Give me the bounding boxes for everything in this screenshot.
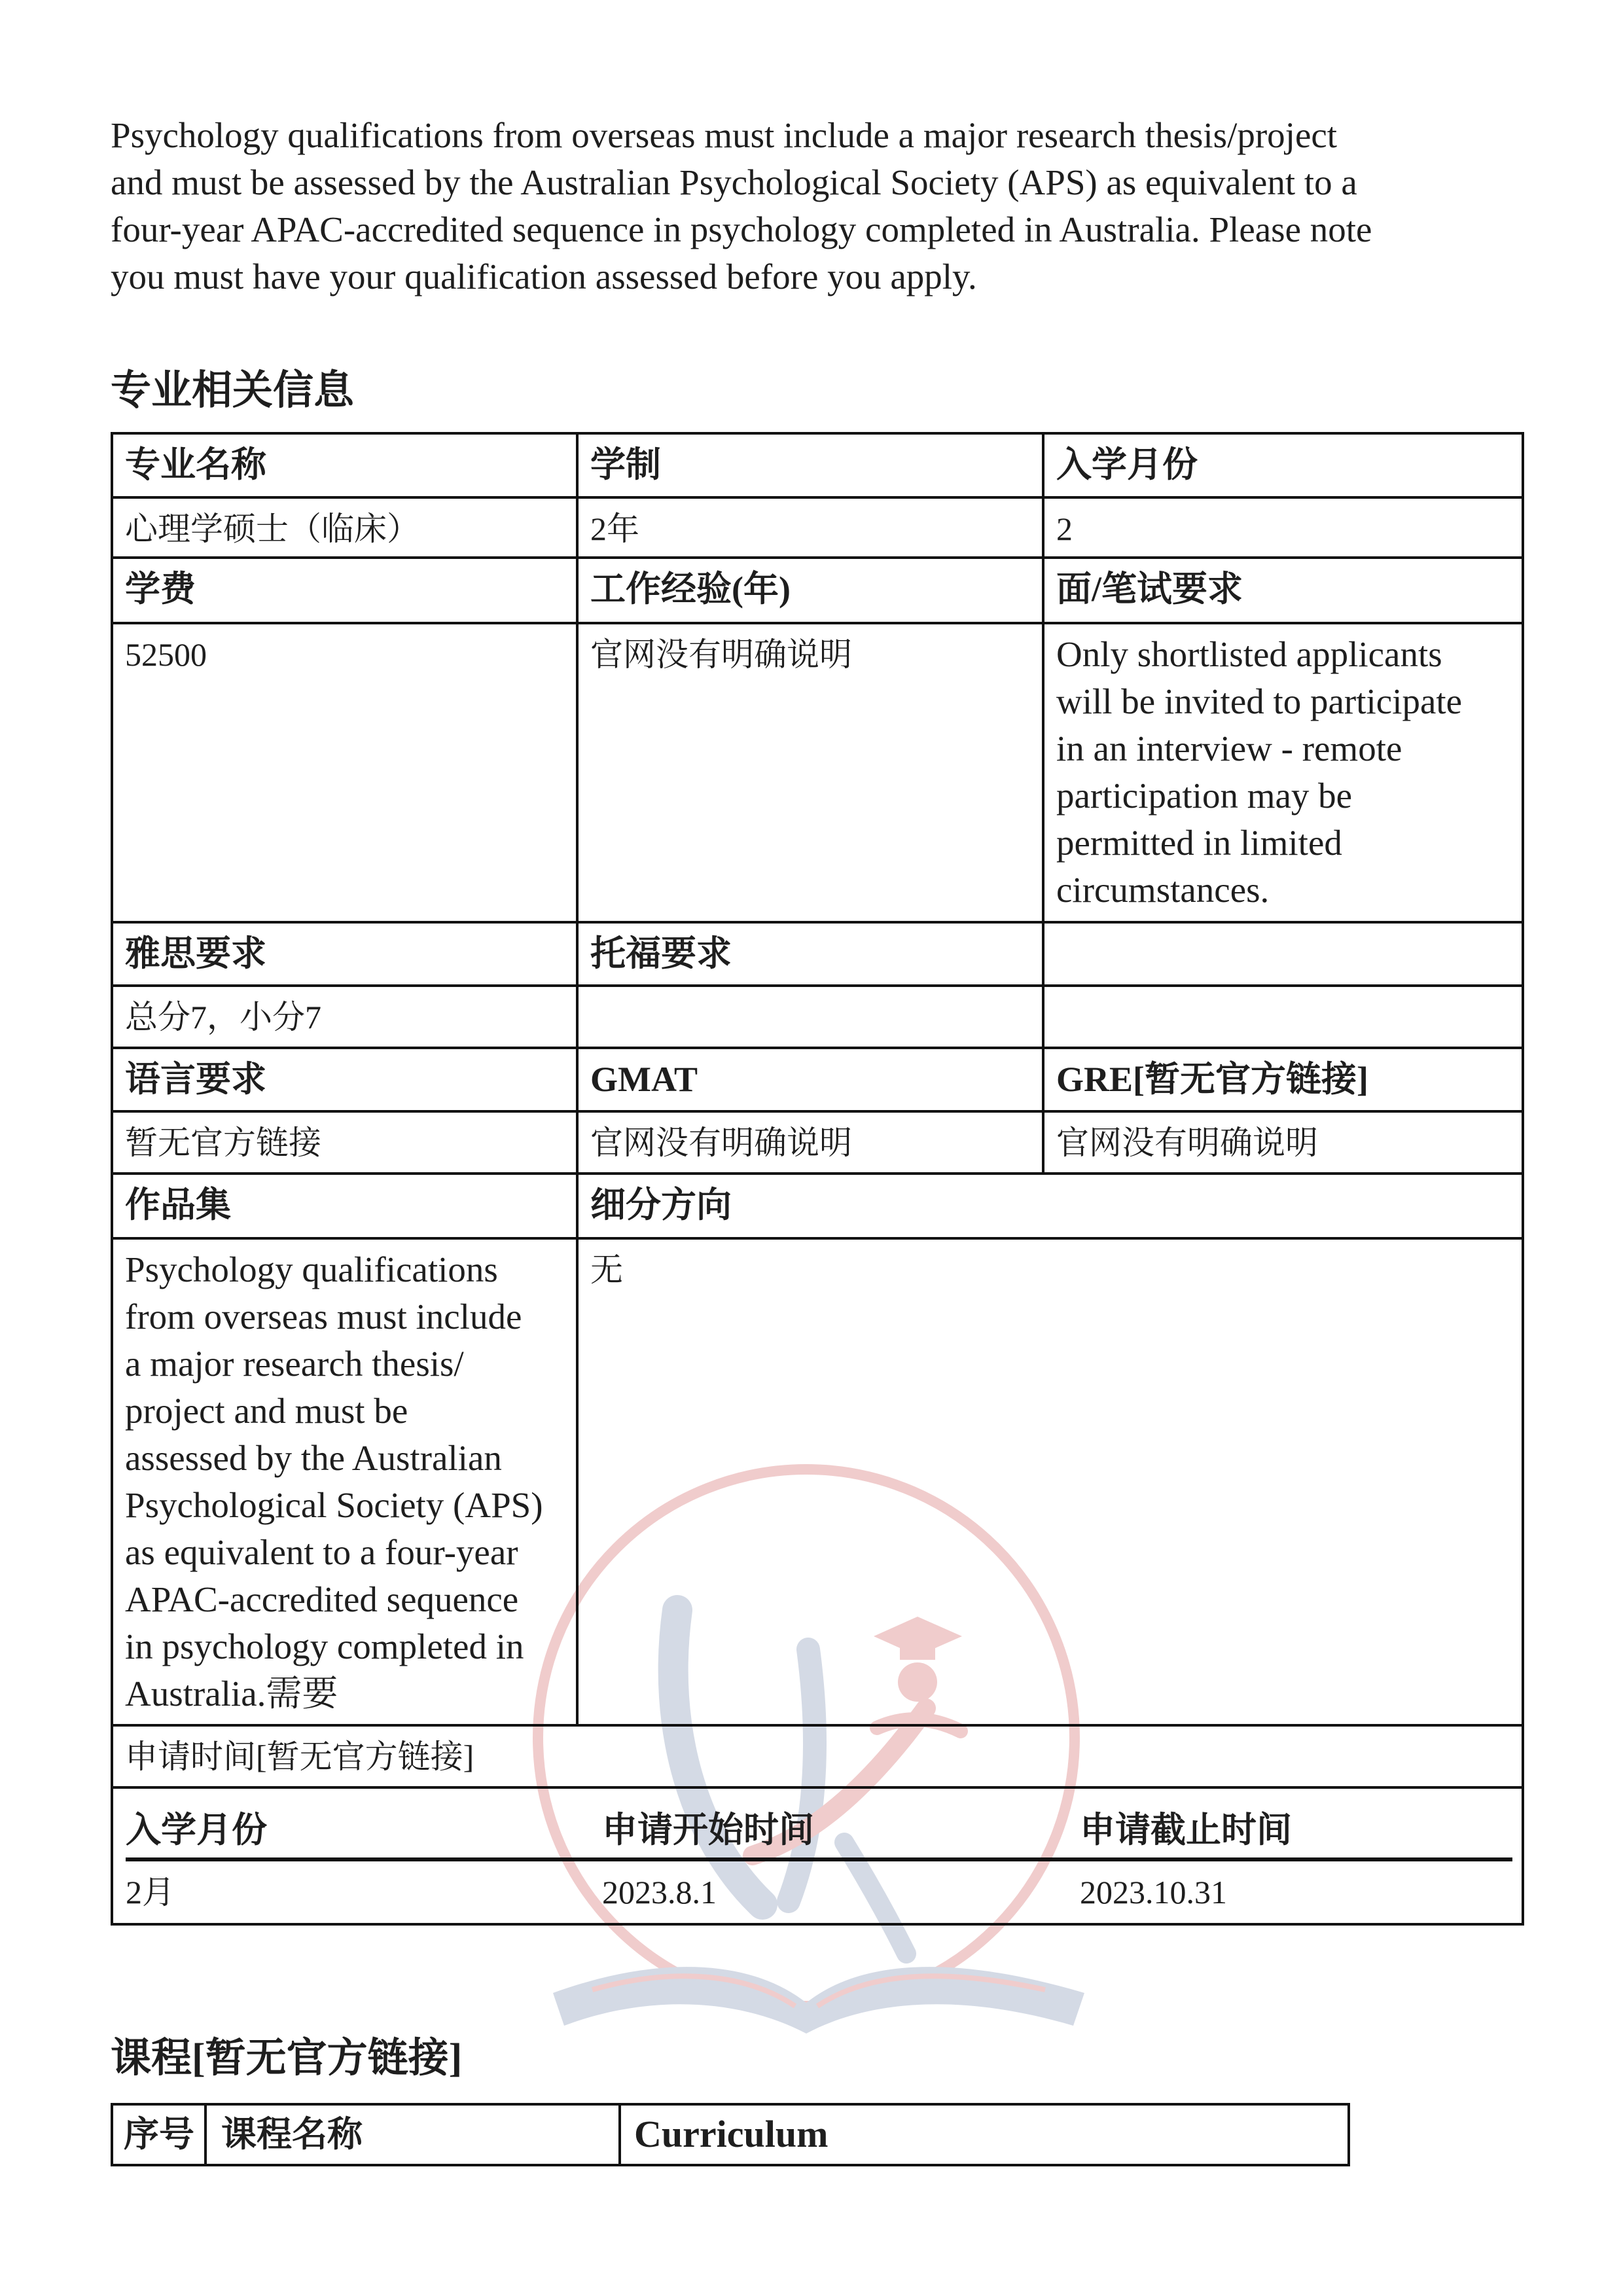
portfolio-line: a major research thesis/ [125, 1344, 464, 1384]
work-experience-label: 工作经验(年) [579, 559, 1044, 624]
ielts-label: 雅思要求 [113, 924, 579, 987]
portfolio-line: Psychological Society (APS) [125, 1485, 543, 1525]
schedule-header-deadline: 申请截止时间 [1080, 1806, 1512, 1861]
course-header-name: 课程名称 [207, 2106, 621, 2164]
major-name-label: 专业名称 [113, 435, 579, 499]
interview-value [1044, 624, 1524, 924]
duration-label: 学制 [579, 435, 1044, 499]
intake-month-label: 入学月份 [1044, 435, 1524, 499]
gmat-label: GMAT [579, 1049, 1044, 1113]
interview-line: permitted in limited [1056, 823, 1342, 863]
portfolio-line: as equivalent to a four-year [125, 1532, 518, 1572]
interview-label: 面/笔试要求 [1044, 559, 1524, 624]
schedule-open-date: 2023.8.1 [602, 1874, 717, 1910]
language-label: 语言要求 [113, 1049, 579, 1113]
portfolio-line: project and must be [125, 1391, 408, 1431]
program-info-title: 专业相关信息 [111, 368, 355, 413]
portfolio-line: Australia.需要 [125, 1674, 338, 1713]
intake-month-value: 2 [1044, 499, 1524, 559]
schedule-header-intake-month: 入学月份 [126, 1806, 602, 1861]
empty-cell [1044, 924, 1524, 987]
portfolio-label: 作品集 [113, 1175, 579, 1240]
schedule-intake-month: 2月 [126, 1874, 175, 1910]
portfolio-line: assessed by the Australian [125, 1438, 502, 1478]
portfolio-line: from overseas must include [125, 1297, 522, 1336]
tuition-label: 学费 [113, 559, 579, 624]
interview-line: in an interview - remote [1056, 728, 1402, 768]
course-header-curriculum: Curriculum [634, 2113, 829, 2155]
application-schedule-table [126, 1806, 1512, 1916]
program-info-table [111, 432, 1524, 1926]
ielts-value: 总分7，小分7 [113, 987, 579, 1049]
toefl-label: 托福要求 [579, 924, 1044, 987]
gre-label: GRE[暂无官方链接] [1044, 1049, 1524, 1113]
courses-title: 课程[暂无官方链接] [111, 2036, 463, 2081]
gre-value: 官网没有明确说明 [1044, 1113, 1524, 1175]
portfolio-line: APAC-accredited sequence [125, 1579, 519, 1619]
specialization-value: 无 [579, 1240, 1524, 1727]
book-right-page-line [817, 1976, 1045, 2006]
tuition-value: 52500 [113, 624, 579, 924]
interview-line: will be invited to participate [1056, 681, 1463, 721]
empty-cell [579, 987, 1044, 1049]
intro-line: and must be assessed by the Australian Psychological Society (APS) as equivalent to a [111, 162, 1357, 202]
interview-line: circumstances. [1056, 870, 1270, 910]
language-value: 暂无官方链接 [113, 1113, 579, 1175]
application-time-label: 申请时间[暂无官方链接] [113, 1727, 1524, 1789]
empty-cell [1044, 987, 1524, 1049]
open-book-icon [553, 1967, 1084, 2034]
duration-value: 2年 [579, 499, 1044, 559]
interview-line: Only shortlisted applicants [1056, 634, 1442, 674]
gmat-value: 官网没有明确说明 [579, 1113, 1044, 1175]
intro-line: four-year APAC-accredited sequence in psychology completed in Australia. Please note [111, 209, 1372, 249]
portfolio-value [113, 1240, 579, 1727]
intro-line: Psychology qualifications from overseas must include a major research thesis/project [111, 115, 1338, 155]
intro-line: you must have your qualification assessed before you apply. [111, 257, 977, 296]
specialization-label: 细分方向 [579, 1175, 1524, 1240]
courses-table [111, 2103, 1350, 2166]
interview-line: participation may be [1056, 776, 1353, 816]
portfolio-line: Psychology qualifications [125, 1249, 498, 1289]
work-experience-value: 官网没有明确说明 [579, 624, 1044, 924]
schedule-header-open-date: 申请开始时间 [602, 1806, 1080, 1861]
portfolio-line: in psychology completed in [125, 1626, 524, 1666]
book-shape [553, 1967, 1084, 2034]
major-name-value: 心理学硕士（临床） [113, 499, 579, 559]
application-schedule-cell [113, 1789, 1524, 1926]
course-header-index: 序号 [113, 2106, 207, 2164]
intro-paragraph [111, 112, 1372, 300]
schedule-deadline: 2023.10.31 [1080, 1874, 1227, 1910]
book-left-page-line [592, 1976, 795, 2006]
